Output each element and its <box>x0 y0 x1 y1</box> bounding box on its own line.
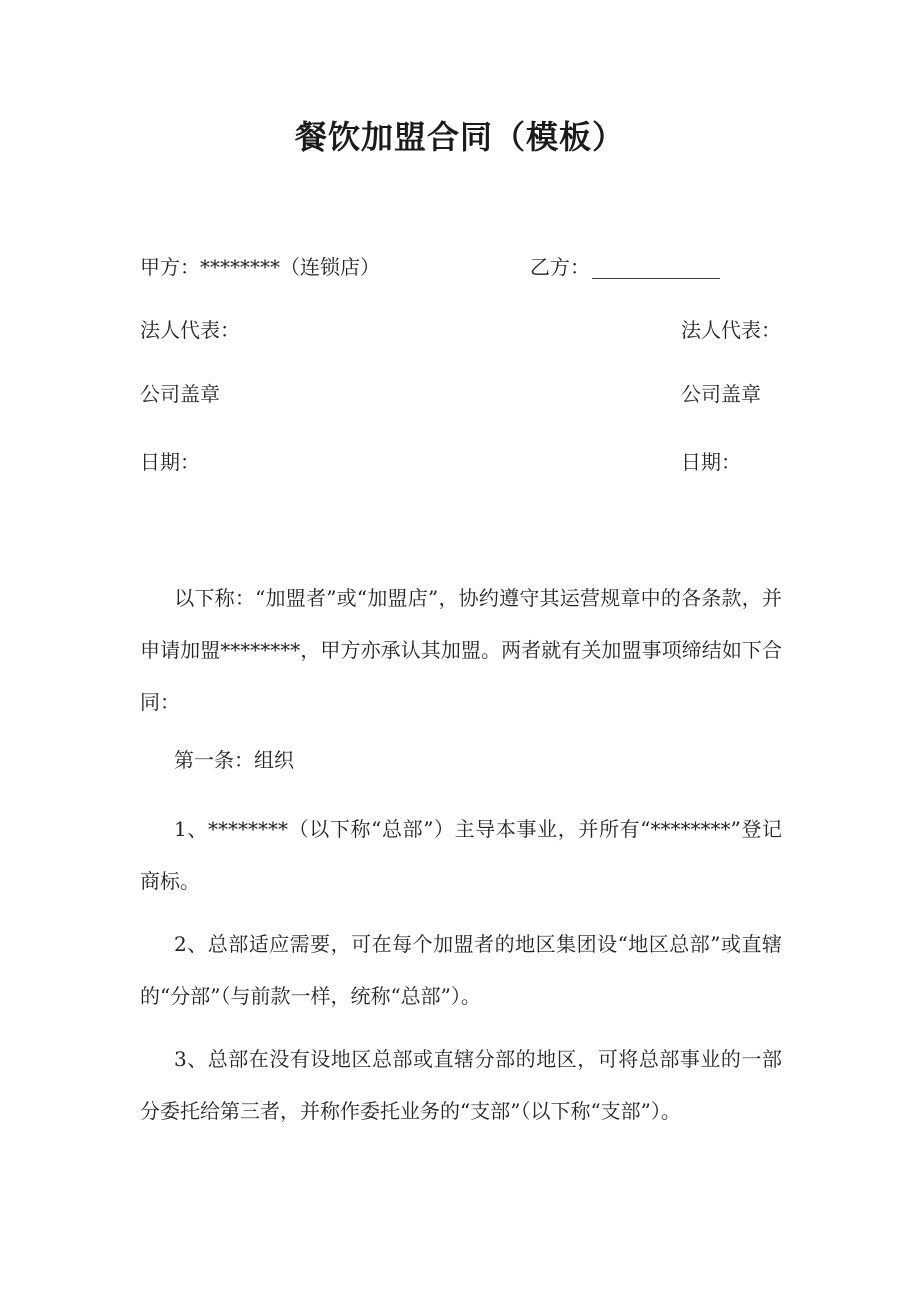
intro-text: 以下称：“加盟者”或“加盟店”，协约遵守其运营规章中的各条款，并申请加盟********，甲方亦承认其加盟。两者就有关加盟事项缔结如下合同： <box>140 586 782 714</box>
party-b-blank-line <box>592 258 720 279</box>
party-b-label: 乙方： <box>530 255 590 279</box>
party-row <box>140 252 780 282</box>
party-b-date: 日期： <box>681 450 741 474</box>
clause-3 <box>140 1033 782 1137</box>
party-a-date: 日期： <box>140 450 200 474</box>
clause-1-text: 1、********（以下称“总部”）主导本事业，并所有“********”登记商标。 <box>140 817 782 893</box>
party-a-label: 甲方：********（连锁店） <box>140 255 380 279</box>
clause-3-text: 3、总部在没有设地区总部或直辖分部的地区，可将总部事业的一部分委托给第三者，并称作委托业务的“支部”（以下称“支部”）。 <box>140 1047 782 1123</box>
seal-row <box>140 379 780 409</box>
party-b-field <box>530 252 720 282</box>
date-row <box>140 447 780 477</box>
clause-2 <box>140 918 782 1022</box>
clause-2-text: 2、总部适应需要，可在每个加盟者的地区集团设“地区总部”或直辖的“分部”（与前款一样，统称“总部”）。 <box>140 932 782 1008</box>
intro-paragraph <box>140 572 782 728</box>
party-b-seal: 公司盖章 <box>681 382 761 406</box>
party-a-seal: 公司盖章 <box>140 382 220 406</box>
clause-1 <box>140 803 782 907</box>
party-b-legal-rep: 法人代表： <box>681 318 781 342</box>
legal-rep-row <box>140 315 780 345</box>
document-title: 餐饮加盟合同（模板） <box>294 118 625 156</box>
party-a-legal-rep: 法人代表： <box>140 318 240 342</box>
article-1-heading <box>140 734 782 786</box>
article-1-heading-text: 第一条：组织 <box>174 748 294 772</box>
